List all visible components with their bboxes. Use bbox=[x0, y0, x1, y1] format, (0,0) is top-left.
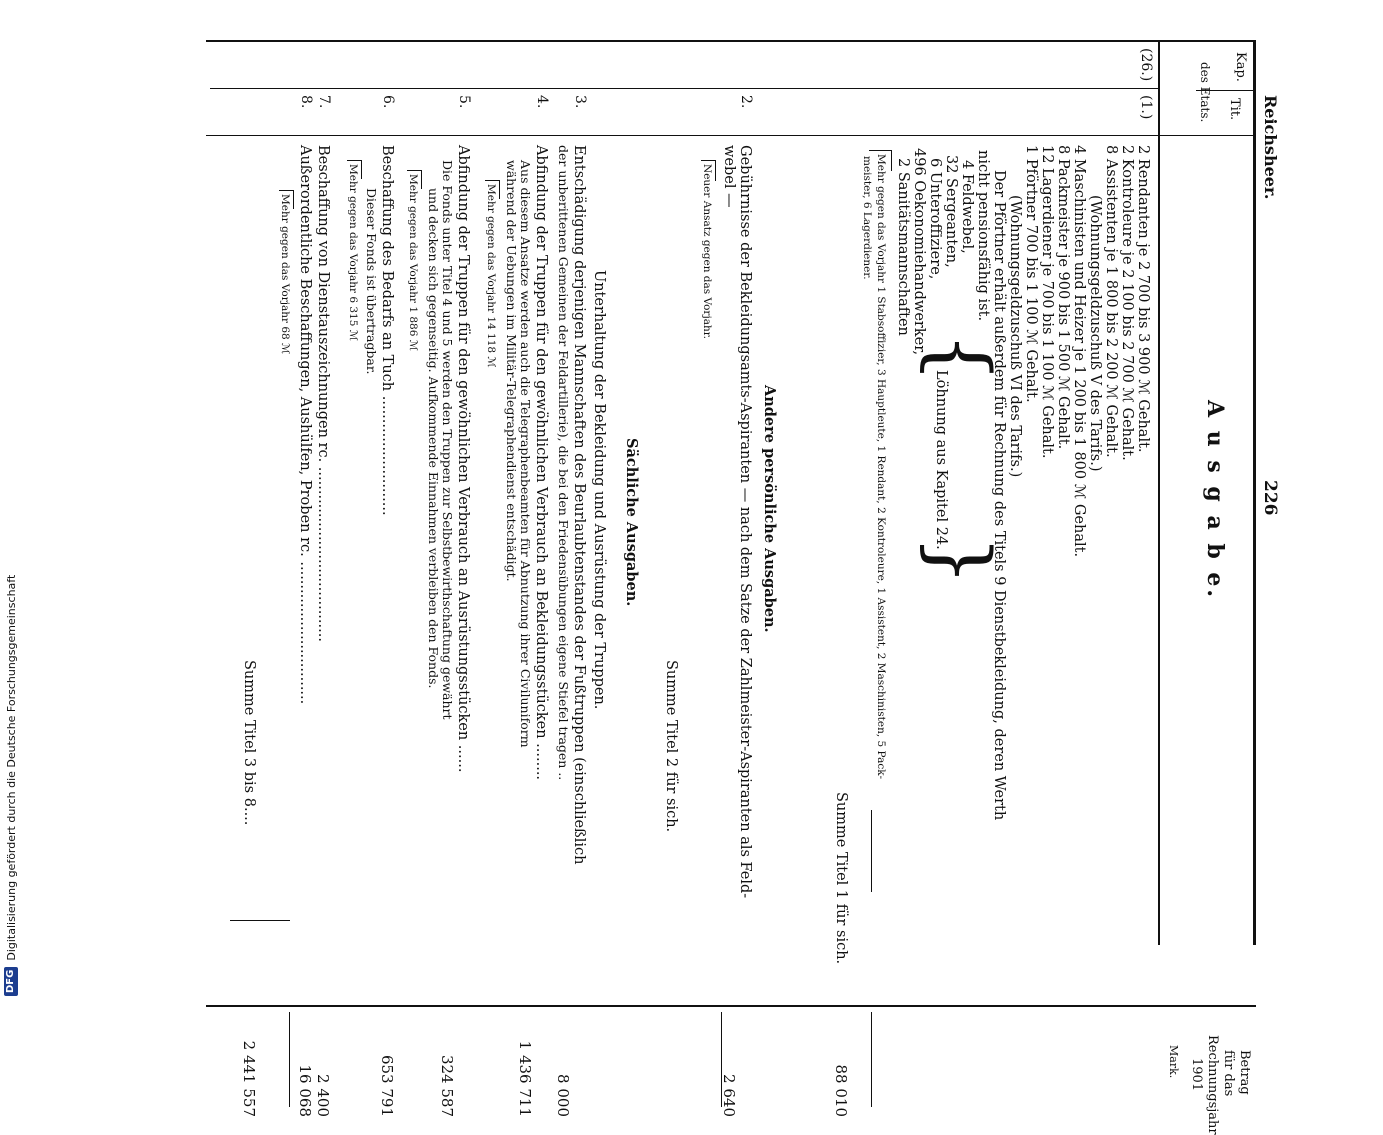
col-tit: Tit. bbox=[1227, 98, 1242, 121]
item-amount: 16 068 bbox=[296, 1064, 314, 1117]
andere-num: 2. bbox=[738, 95, 754, 109]
t1-line: nicht pensionsfähig ist. bbox=[975, 150, 991, 322]
sum-rule bbox=[289, 1012, 290, 1107]
right-col-rule bbox=[206, 1005, 1256, 1007]
t1-amount: 88 010 bbox=[832, 1064, 850, 1117]
item-line: Die Fonds unter Titel 4 und 5 werden den Truppen zur Selbstbewirthschaftung gewährt bbox=[440, 160, 455, 720]
document-page bbox=[210, 40, 1290, 1135]
item-line: und decken sich gegenseitig. Aufkommende Einnahmen verbleiben den Fonds. bbox=[426, 188, 441, 689]
kap-tit-rule bbox=[1196, 90, 1256, 91]
item-amount: 1 436 711 bbox=[516, 1040, 534, 1117]
t1-line: 2 Rendanten je 2 700 bis 3 900 ℳ Gehalt. bbox=[1135, 145, 1151, 453]
item-line: Dieser Fonds ist übertragbar. bbox=[364, 188, 379, 375]
col-kap: Kap. bbox=[1233, 52, 1248, 82]
item-num: 6. bbox=[380, 95, 396, 109]
col-jahr: 1901 bbox=[1189, 1058, 1204, 1092]
t1-line: 6 Unteroffiziere, bbox=[927, 158, 943, 280]
saechliche-sum-label: Summe Titel 3 bis 8.... bbox=[241, 660, 257, 826]
andere-line: webel — bbox=[721, 145, 737, 208]
andere-heading: Andere persönliche Ausgaben. bbox=[761, 385, 778, 633]
header-bottom-rule bbox=[1158, 40, 1160, 945]
col-des-etats: des Etats. bbox=[1198, 62, 1212, 123]
item-amount: 653 791 bbox=[378, 1054, 396, 1117]
col-mark: Mark. bbox=[1167, 1045, 1180, 1079]
t1-line: 4 Feldwebel, bbox=[959, 160, 975, 254]
t1-sum-rule bbox=[871, 810, 872, 892]
t1-line: 8 Assistenten je 1 800 bis 2 200 ℳ Gehalt. bbox=[1103, 145, 1119, 458]
item-note: Mehr gegen das Vorjahr 1 886 ℳ bbox=[407, 174, 419, 351]
t1-line: 2 Sanitätsmannschaften bbox=[895, 158, 911, 336]
top-rule bbox=[1253, 40, 1256, 945]
t1-line: 2 Kontroleure je 2 100 bis 2 700 ℳ Gehalt. bbox=[1119, 145, 1135, 461]
t1-line: 8 Packmeister je 900 bis 1 500 ℳ Gehalt. bbox=[1055, 145, 1071, 450]
item-num: 7. bbox=[316, 95, 332, 109]
t1-line: 32 Sergeanten, bbox=[943, 155, 959, 268]
t1-line: (Wohnungsgeldzuschuß V des Tarifs.) bbox=[1087, 195, 1103, 472]
t1-amount-rule bbox=[871, 1012, 872, 1107]
col-fuer-das: für das bbox=[1221, 1050, 1236, 1097]
ref-kap: (26.) bbox=[1138, 48, 1154, 82]
header-left: Reichsheer. bbox=[1261, 95, 1280, 200]
item-line: Entschädigung derjenigen Mannschaften des Beurlaubtenstandes der Fußtruppen (einschließlich bbox=[571, 145, 587, 865]
item-note: Mehr gegen das Vorjahr 68 ℳ bbox=[279, 194, 291, 355]
credit-text: Digitalisierung gefördert durch die Deutsche Forschungsgemeinschaft bbox=[4, 574, 18, 961]
col-betrag: Betrag bbox=[1237, 1050, 1252, 1095]
t1-line: 4 Maschinisten und Heizer je 1 200 bis 1 800 ℳ Gehalt. bbox=[1071, 145, 1087, 558]
item-line: Außerordentliche Beschaffungen, Aushülfen, Proben rc. ............................... bbox=[297, 145, 313, 705]
item-note: Mehr gegen das Vorjahr 14 118 ℳ bbox=[485, 184, 497, 368]
item-line: Abfindung der Truppen für den gewöhnlichen Verbrauch an Bekleidungsstücken ........ bbox=[533, 145, 549, 781]
page-left-rule bbox=[206, 40, 1256, 42]
andere-note: Neuer Ansatz gegen das Vorjahr. bbox=[701, 164, 713, 339]
brace-right: } bbox=[914, 535, 1007, 586]
ref-tit: (1.) bbox=[1138, 95, 1154, 120]
item-line: Beschaffung von Dienstauszeichnungen rc. ...................................... bbox=[315, 145, 331, 642]
kap-col-inner-rule bbox=[210, 88, 1160, 89]
loehnung-label: Löhnung aus Kapitel 24. bbox=[933, 370, 949, 550]
page-number: 226 bbox=[1260, 480, 1280, 516]
item-num: 5. bbox=[456, 95, 472, 109]
brace-left: { bbox=[914, 332, 1007, 383]
item-note: Mehr gegen das Vorjahr 6 315 ℳ bbox=[347, 164, 359, 341]
item-num: 3. bbox=[572, 95, 588, 109]
andere-sum-label: Summe Titel 2 für sich. bbox=[663, 660, 679, 833]
item-line: Aus diesem Ansatze werden auch die Telegraphenbeamten für Abnutzung ihrer Civiluniform bbox=[518, 160, 533, 748]
item-num: 8. bbox=[298, 95, 314, 109]
t1-line: 1 Pförtner 700 bis 1 100 ℳ Gehalt. bbox=[1023, 145, 1039, 403]
item-line: Beschaffung des Bedarfs an Tuch .......................... bbox=[379, 145, 395, 516]
t1-note2: meister, 6 Lagerdiener. bbox=[861, 156, 873, 280]
andere-line: Gebührnisse der Bekleidungsamts-Aspiranten — nach dem Satze der Zahlmeister-Aspiranten als Feld- bbox=[737, 145, 753, 899]
t1-line: 12 Lagerdiener je 700 bis 1 100 ℳ Gehalt. bbox=[1039, 145, 1055, 459]
sum-rule-vertical bbox=[230, 920, 290, 921]
item-amount: 8 000 bbox=[554, 1074, 572, 1117]
credit-strip bbox=[0, 0, 22, 1000]
item-num: 4. bbox=[534, 95, 550, 109]
item-amount: 2 400 bbox=[314, 1074, 332, 1117]
item-line: Abfindung der Truppen für den gewöhnlichen Verbrauch an Ausrüstungsstücken ...... bbox=[455, 145, 471, 773]
section-title: A u s g a b e. bbox=[1202, 400, 1228, 601]
saechliche-subheading: Unterhaltung der Bekleidung und Ausrüstung der Truppen. bbox=[591, 270, 607, 710]
left-col-rule bbox=[206, 135, 1256, 136]
t1-line: Der Pförtner erhält außerdem für Rechnung des Titels 9 Dienstbekleidung, deren Werth bbox=[991, 170, 1007, 821]
t1-sum-label: Summe Titel 1 für sich. bbox=[833, 792, 849, 965]
dfg-logo: DFG bbox=[4, 967, 18, 996]
t1-line: 496 Oekonomiehandwerker, bbox=[911, 148, 927, 356]
col-rechnungsjahr: Rechnungsjahr bbox=[1205, 1035, 1220, 1135]
andere-amount: 2 640 bbox=[720, 1074, 738, 1117]
t1-note: Mehr gegen das Vorjahr 1 Stabsoffizier, 3 Hauptleute, 1 Rendant, 2 Kontroleure, 1 Assistent, 2 Maschinisten, 5 Pack- bbox=[875, 154, 887, 780]
item-amount: 324 587 bbox=[438, 1054, 456, 1117]
item-line: während der Uebungen im Militär-Telegraphendienst entschädigt. bbox=[504, 160, 519, 582]
saechliche-heading: Sächliche Ausgaben. bbox=[623, 438, 640, 607]
item-line: der unberittenen Gemeinen der Feldartillerie), die bei den Friedensübungen eigene Stiefel tragen .. bbox=[556, 145, 571, 781]
saechliche-sum-amount: 2 441 557 bbox=[240, 1040, 258, 1117]
t1-line: (Wohnungsgeldzuschuß VI des Tarifs.) bbox=[1007, 195, 1023, 478]
